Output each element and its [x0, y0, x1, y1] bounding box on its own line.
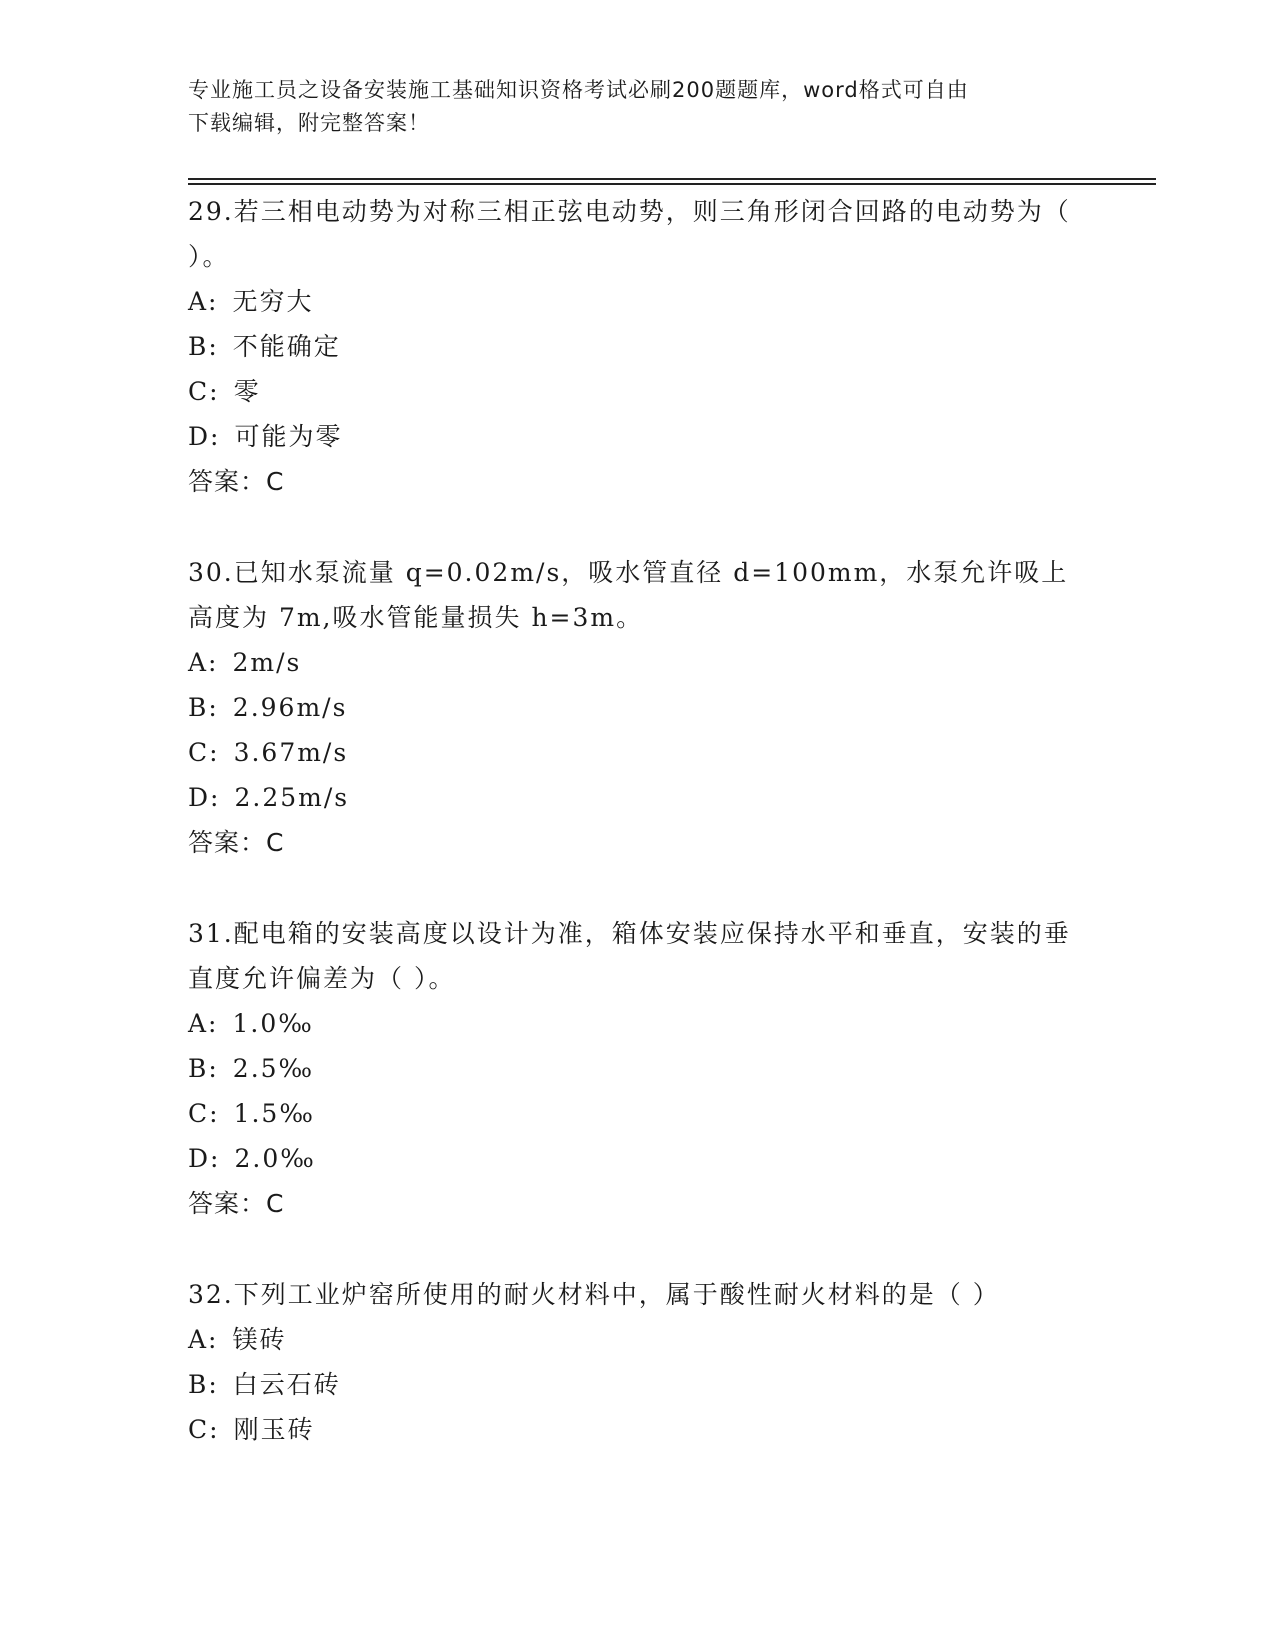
- option-c: [188, 730, 1088, 775]
- option-text: 无穷大: [232, 287, 314, 316]
- answer-line: 答案：C: [188, 828, 285, 857]
- document-header: [188, 74, 1088, 140]
- option-text: 零: [233, 377, 261, 406]
- option-letter: B:: [188, 1054, 219, 1083]
- option-text: 3.67m/s: [233, 738, 349, 767]
- answer-line: 答案：C: [188, 467, 285, 496]
- option-text: 2.0‰: [234, 1144, 316, 1173]
- option-a: [188, 1001, 1088, 1046]
- option-text: 2.96m/s: [232, 693, 348, 722]
- option-letter: A:: [188, 1009, 219, 1038]
- question-stem: 31.配电箱的安装高度以设计为准，箱体安装应保持水平和垂直，安装的垂直度允许偏差为（ ）。: [188, 919, 1071, 993]
- option-text: 白云石砖: [232, 1370, 341, 1399]
- option-c: [188, 1407, 1088, 1452]
- option-b: [188, 1046, 1088, 1091]
- option-b: [188, 324, 1088, 369]
- answer-line: 答案：C: [188, 1189, 285, 1218]
- option-a: [188, 1317, 1088, 1362]
- option-text: 刚玉砖: [233, 1415, 315, 1444]
- question-32: [188, 1271, 1088, 1452]
- option-letter: B:: [188, 693, 219, 722]
- option-c: [188, 369, 1088, 414]
- option-text: 1.5‰: [233, 1099, 315, 1128]
- option-b: [188, 1362, 1088, 1407]
- option-text: 可能为零: [234, 422, 343, 451]
- option-text: 不能确定: [232, 332, 341, 361]
- option-text: 2.5‰: [232, 1054, 315, 1083]
- option-letter: B:: [188, 1370, 219, 1399]
- option-letter: A:: [188, 1325, 219, 1354]
- option-text: 2.25m/s: [234, 783, 350, 812]
- header-divider-top: [188, 178, 1156, 180]
- option-a: [188, 279, 1088, 324]
- question-stem: 30.已知水泵流量 q=0.02m/s，吸水管直径 d=100mm，水泵允许吸上高度为 7m,吸水管能量损失 h=3m。: [188, 558, 1069, 632]
- option-a: [188, 640, 1088, 685]
- option-text: 2m/s: [232, 648, 302, 677]
- question-31: [188, 910, 1088, 1226]
- header-divider-bottom: [188, 183, 1156, 185]
- option-letter: C:: [188, 738, 220, 767]
- question-30: [188, 549, 1088, 865]
- option-letter: C:: [188, 1099, 220, 1128]
- option-d: [188, 414, 1088, 459]
- option-letter: D:: [188, 1144, 221, 1173]
- question-stem: 32.下列工业炉窑所使用的耐火材料中，属于酸性耐火材料的是（ ）: [188, 1280, 1000, 1309]
- question-stem: 29.若三相电动势为对称三相正弦电动势，则三角形闭合回路的电动势为（ ）。: [188, 197, 1071, 271]
- option-text: 1.0‰: [232, 1009, 314, 1038]
- option-letter: D:: [188, 422, 221, 451]
- option-d: [188, 775, 1088, 820]
- option-c: [188, 1091, 1088, 1136]
- option-letter: A:: [188, 287, 219, 316]
- option-letter: D:: [188, 783, 221, 812]
- question-29: [188, 188, 1088, 504]
- header-title-line-2: 下载编辑，附完整答案！: [188, 111, 430, 135]
- option-letter: C:: [188, 1415, 220, 1444]
- option-d: [188, 1136, 1088, 1181]
- option-b: [188, 685, 1088, 730]
- question-list: [188, 188, 1088, 1497]
- option-letter: B:: [188, 332, 219, 361]
- option-letter: A:: [188, 648, 219, 677]
- option-letter: C:: [188, 377, 220, 406]
- header-title-line-1: 专业施工员之设备安装施工基础知识资格考试必刷200题题库，word格式可自由: [188, 78, 969, 102]
- option-text: 镁砖: [232, 1325, 287, 1354]
